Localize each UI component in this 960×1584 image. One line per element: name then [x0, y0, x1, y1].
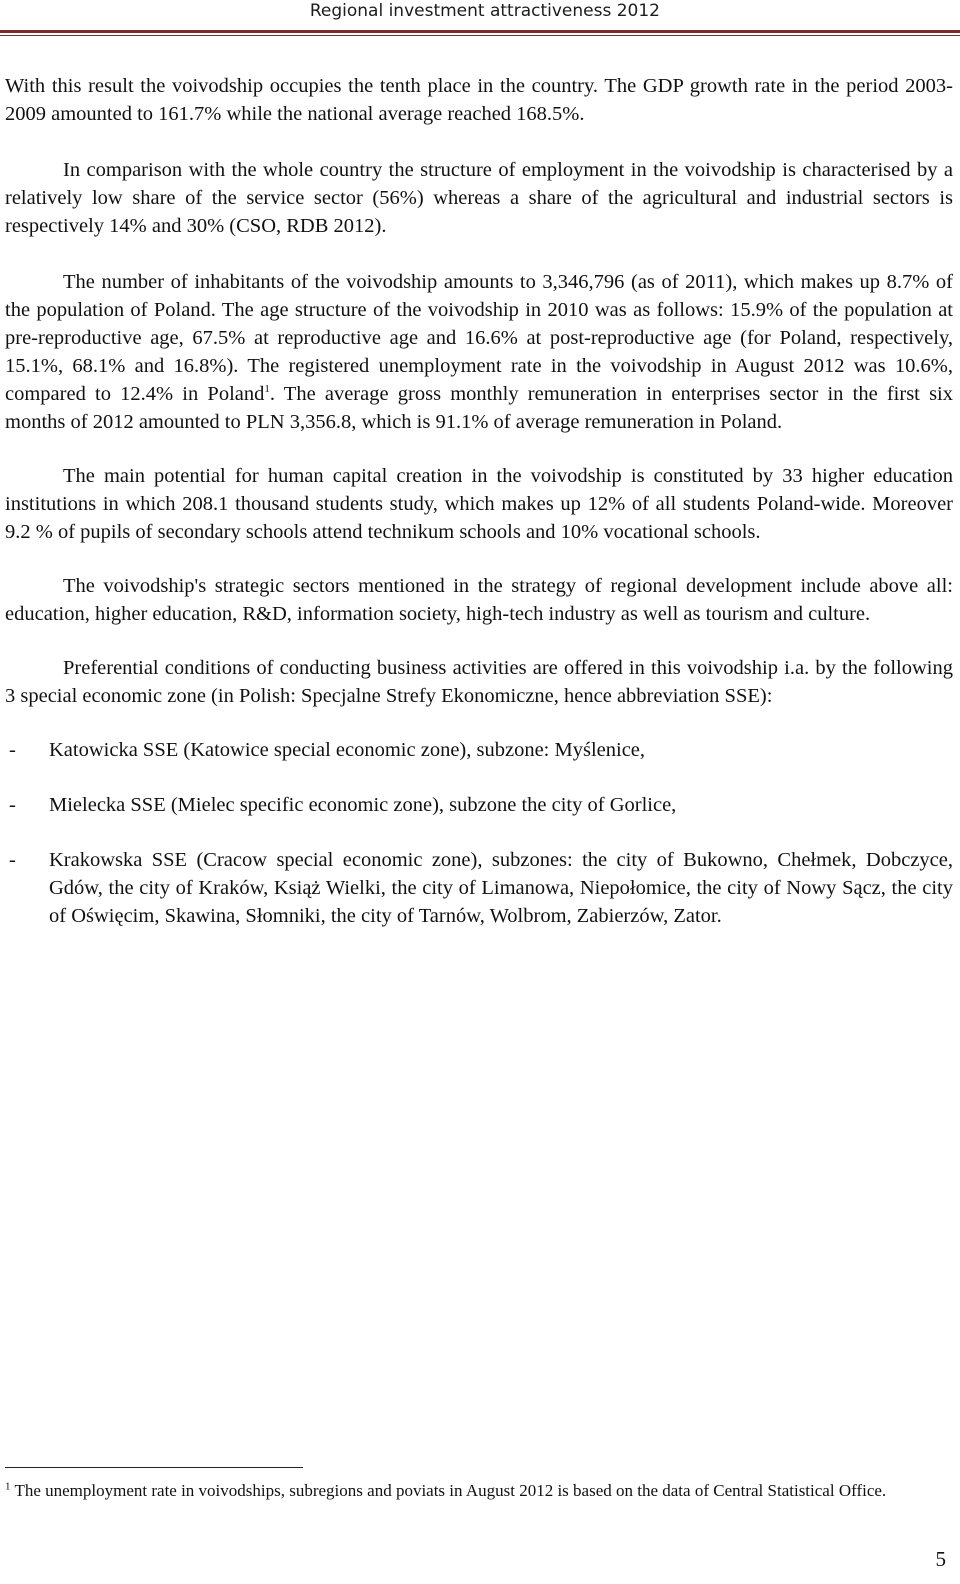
paragraph-preferential-conditions: Preferential conditions of conducting business activities are offered in this voivodship i.a. by the following 3 special economic zone (in Polish: Specjalne Strefy Ekonomiczne, hence abbreviation SSE):: [5, 657, 953, 707]
list-dash: -: [9, 849, 16, 871]
page-number: 5: [935, 1547, 946, 1571]
paragraph-population-text-cont: . The average gross monthly remuneration in enterprises sector in the first six months of 2012 amounted to PLN 3,356.8, which is 91.1% of average remuneration in Poland.: [5, 383, 953, 433]
paragraph-strategic-sectors: The voivodship's strategic sectors mentioned in the strategy of regional development include above all: education, higher education, R&D, information society, high-tech industry as well as tourism and culture.: [5, 575, 953, 625]
document-body: [5, 72, 953, 957]
list-item: [5, 846, 953, 930]
list-item-text: Krakowska SSE (Cracow special economic zone), subzones: the city of Bukowno, Chełmek, Dobczyce, Gdów, the city of Kraków, Książ Wielki, the city of Limanowa, Niepołomice, the city of Nowy Sącz, the city of Oświęcim, Skawina, Słomniki, the city of Tarnów, Wolbrom, Zabierzów, Zator.: [49, 849, 953, 927]
footnote: [5, 1478, 949, 1503]
list-item: [5, 736, 953, 764]
header-rule-thick: [0, 30, 960, 33]
footnote-text: The unemployment rate in voivodships, subregions and poviats in August 2012 is based on the data of Central Statistical Office.: [10, 1481, 887, 1500]
list-dash: -: [9, 739, 16, 761]
list-dash: -: [9, 794, 16, 816]
list-item: [5, 791, 953, 819]
header-rule-thin: [0, 35, 960, 36]
header-title: Regional investment attractiveness 2012: [309, 1, 660, 21]
page-header: [0, 0, 960, 30]
list-item-text: Katowicka SSE (Katowice special economic zone), subzone: Myślenice,: [49, 739, 646, 761]
list-item-text: Mielecka SSE (Mielec specific economic zone), subzone the city of Gorlice,: [49, 794, 677, 816]
sse-list: [5, 736, 953, 930]
paragraph-population-text: The number of inhabitants of the voivodship amounts to 3,346,796 (as of 2011), which makes up 8.7% of the population of Poland. The age structure of the voivodship in 2010 was as follows: 15.9% of the population at pre-reproductive age, 67.5% at reproductive age and 16.6% at post-reproductive age (for Poland, respectively, 15.1%, 68.1% and 16.8%). The registered unemployment rate in the voivodship in August 2012 was 10.6%, compared to 12.4% in Poland: [5, 271, 953, 405]
paragraph-gdp: With this result the voivodship occupies the tenth place in the country. The GDP growth rate in the period 2003-2009 amounted to 161.7% while the national average reached 168.5%.: [5, 75, 953, 125]
paragraph-population: [5, 268, 953, 436]
footnote-number: 1: [5, 1480, 11, 1493]
paragraph-human-capital: The main potential for human capital creation in the voivodship is constituted by 33 higher education institutions in which 208.1 thousand students study, which makes up 12% of all students Poland-wide. Moreover 9.2 % of pupils of secondary schools attend technikum schools and 10% vocational schools.: [5, 465, 953, 543]
paragraph-employment: In comparison with the whole country the structure of employment in the voivodship is characterised by a relatively low share of the service sector (56%) whereas a share of the agricultural and industrial sectors is respectively 14% and 30% (CSO, RDB 2012).: [5, 159, 953, 237]
footnote-separator: [5, 1467, 303, 1468]
footnote-reference[interactable]: 1: [264, 383, 270, 396]
